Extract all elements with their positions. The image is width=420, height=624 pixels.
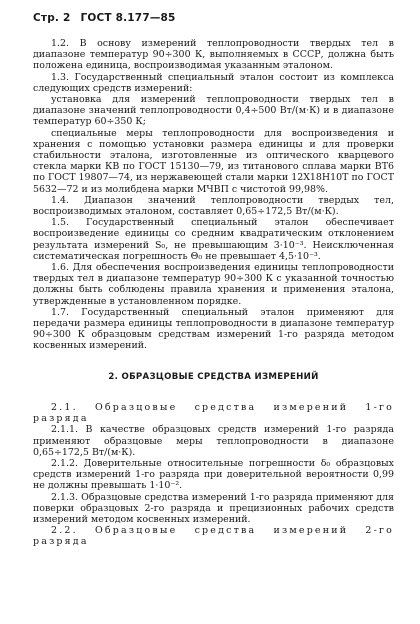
paragraph-2-1-2: 2.1.2. Доверительные относительные погрешности δ₀ образцовых средств измерений 1-го разряда при доверительной вероятности 0,99 не должны превышать 1·10⁻².: [33, 457, 394, 492]
paragraph-1-6: 1.6. Для обеспечения воспроизведения единицы теплопроводности твердых тел в диапазоне температур 90÷300 К с указанной точностью должны быть соблюдены правила хранения и применения эталона, утвержденные в установленном порядке.: [33, 262, 394, 307]
document-body: [33, 38, 394, 548]
standard-designation: ГОСТ 8.177—85: [80, 12, 176, 24]
paragraph-2-1: 2.1. Образцовые средства измерений 1-го разряда: [33, 401, 394, 425]
paragraph-1-3-item-measures: специальные меры теплопроводности для воспроизведения и хранения с помощью установки размера единицы и для проверки стабильности эталона, изготовленные из оптического кварцевого стекла марки КВ по ГОСТ 15130—79, из титанового сплава марки ВТ6 по ГОСТ 19807—74, из нержавеющей стали марки 12Х18Н10Т по ГОСТ 5632—72 и из молибдена марки МЧВП с чистотой 99,98%.: [33, 127, 394, 195]
paragraph-2-1-1: 2.1.1. В качестве образцовых средств измерений 1-го разряда применяют образцовые меры теплопроводности в диапазоне 0,65÷172,5 Вт/(м·К).: [33, 424, 394, 458]
paragraph-1-3-item-installation: установка для измерений теплопроводности твердых тел в диапазоне значений теплопроводности 0,4÷500 Вт/(м·К) и в диапазоне температур 60÷350 К;: [33, 94, 394, 128]
page-number: Стр. 2: [33, 12, 71, 24]
paragraph-1-2: 1.2. В основу измерений теплопроводности твердых тел в диапазоне температур 90÷300 К, выполняемых в СССР, должна быть положена единица, воспроизводимая указанным эталоном.: [33, 38, 394, 72]
paragraph-1-7: 1.7. Государственный специальный эталон применяют для передачи размера единицы теплопроводности в диапазоне температур 90÷300 К образцовым средствам измерений 1-го разряда методом косвенных измерений.: [33, 306, 394, 352]
paragraph-1-3: 1.3. Государственный специальный эталон состоит из комплекса следующих средств измерений:: [33, 71, 394, 94]
paragraph-1-5: 1.5. Государственный специальный эталон обеспечивает воспроизведение единицы со средним квадратическим отклонением результата измерений S₀, не превышающим 3·10⁻³. Неисключенная систематическая погрешность Θ₀ не превышает 4,5·10⁻³.: [33, 217, 394, 262]
paragraph-2-1-3: 2.1.3. Образцовые средства измерений 1-го разряда применяют для поверки образцовых 2-го разряда и прецизионных рабочих средств измерений методом косвенных измерений.: [33, 491, 394, 525]
section-title: 2. ОБРАЗЦОВЫЕ СРЕДСТВА ИЗМЕРЕНИЙ: [108, 371, 319, 382]
paragraph-2-2: 2.2. Образцовые средства измерений 2-го разряда: [33, 525, 394, 548]
page-header: [33, 12, 176, 24]
paragraph-1-4: 1.4. Диапазон значений теплопроводности твердых тел, воспроизводимых эталоном, составляет 0,65÷172,5 Вт/(м·К).: [33, 194, 394, 218]
